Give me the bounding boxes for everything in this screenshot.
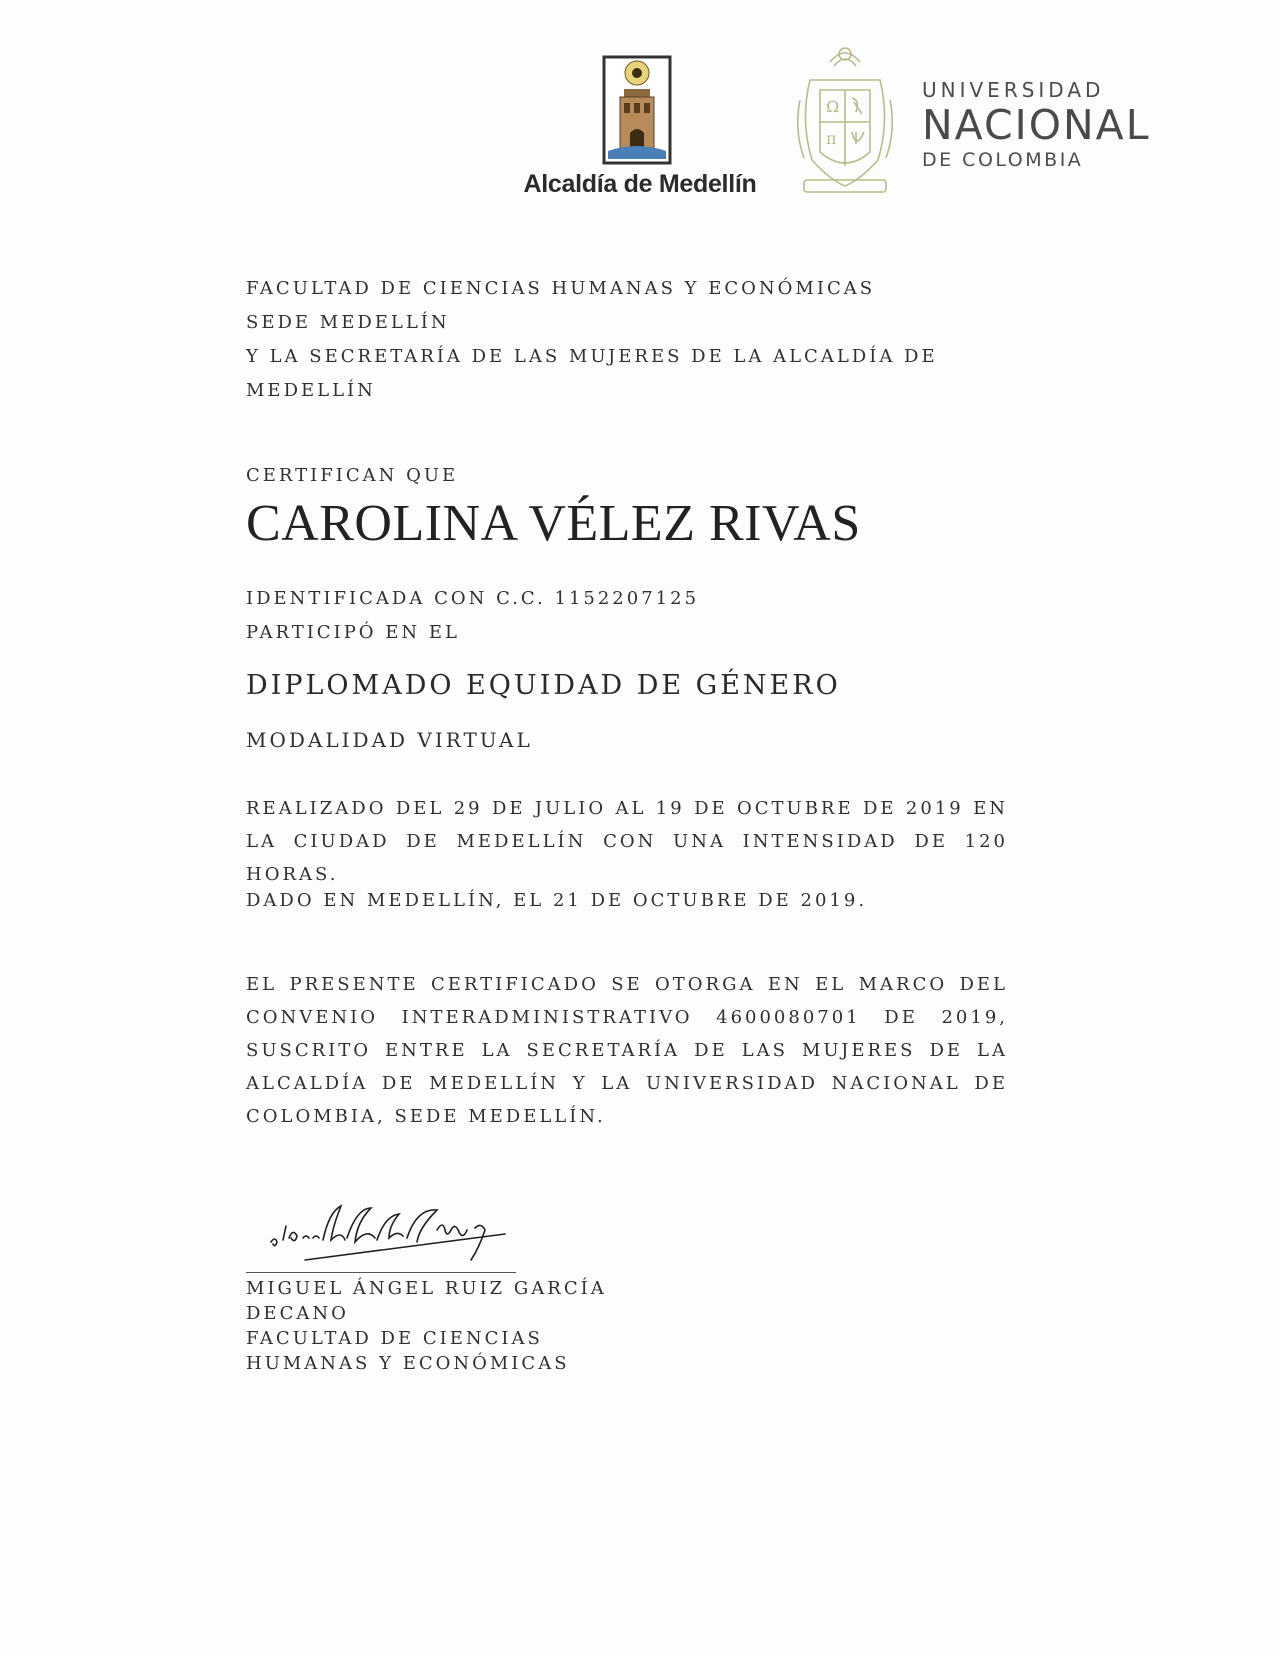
- given-date: DADO EN MEDELLÍN, EL 21 DE OCTUBRE DE 2019.: [246, 890, 868, 911]
- details-block: [246, 792, 1008, 891]
- issuer-secretaria: Y LA SECRETARÍA DE LAS MUJERES DE LA ALCALDÍA DE MEDELLÍN: [246, 346, 938, 401]
- course-details: REALIZADO DEL 29 DE JULIO AL 19 DE OCTUBRE DE 2019 EN LA CIUDAD DE MEDELLÍN CON UNA INTENSIDAD DE 120 HORAS.: [246, 798, 1008, 885]
- framework-text: EL PRESENTE CERTIFICADO SE OTORGA EN EL MARCO DEL CONVENIO INTERADMINISTRATIVO 4600080701 DE 2019, SUSCRITO ENTRE LA SECRETARÍA DE LAS MUJERES DE LA ALCALDÍA DE MEDELLÍN Y LA UNIVERSIDAD NACIONAL DE COLOMBIA, SEDE MEDELLÍN.: [246, 974, 1008, 1127]
- recipient-name: CAROLINA VÉLEZ RIVAS: [246, 495, 861, 552]
- modality-block: [246, 728, 1016, 752]
- alcaldia-shield-icon: [602, 55, 672, 165]
- course-modality: MODALIDAD VIRTUAL: [246, 728, 533, 752]
- signatory-title: DECANO: [246, 1303, 349, 1324]
- signatory-faculty-line2: HUMANAS Y ECONÓMICAS: [246, 1353, 570, 1374]
- signatory-faculty-line1: FACULTAD DE CIENCIAS: [246, 1328, 543, 1349]
- unal-line-colombia: DE COLOMBIA: [922, 149, 1084, 171]
- course-title: DIPLOMADO EQUIDAD DE GÉNERO: [246, 670, 841, 701]
- certify-block: [246, 465, 1016, 554]
- participated-label: PARTICIPÓ EN EL: [246, 622, 460, 643]
- svg-text:Ω: Ω: [826, 97, 840, 116]
- recipient-id: IDENTIFICADA CON C.C. 1152207125: [246, 588, 700, 609]
- id-block: [246, 582, 1016, 650]
- unal-seal-icon: [790, 40, 900, 200]
- alcaldia-name: Alcaldía de Medellín: [523, 170, 757, 198]
- framework-block: [246, 968, 1008, 1133]
- svg-text:π: π: [826, 129, 837, 148]
- issuer-sede: SEDE MEDELLÍN: [246, 312, 450, 333]
- issuer-block: [246, 272, 1016, 408]
- handwritten-signature: [265, 1200, 545, 1270]
- given-block: [246, 890, 1016, 911]
- certify-intro: CERTIFICAN QUE: [246, 465, 459, 486]
- course-block: [246, 670, 1016, 701]
- signature-line: [246, 1272, 516, 1273]
- unal-line-universidad: UNIVERSIDAD: [922, 78, 1105, 102]
- alcaldia-logo: [510, 55, 770, 205]
- issuer-faculty: FACULTAD DE CIENCIAS HUMANAS Y ECONÓMICAS: [246, 278, 876, 299]
- signatory-block: [246, 1276, 1016, 1376]
- unal-line-nacional: NACIONAL: [922, 101, 1151, 149]
- signatory-name: MIGUEL ÁNGEL RUIZ GARCÍA: [246, 1278, 607, 1299]
- unal-wordmark: [922, 78, 1151, 172]
